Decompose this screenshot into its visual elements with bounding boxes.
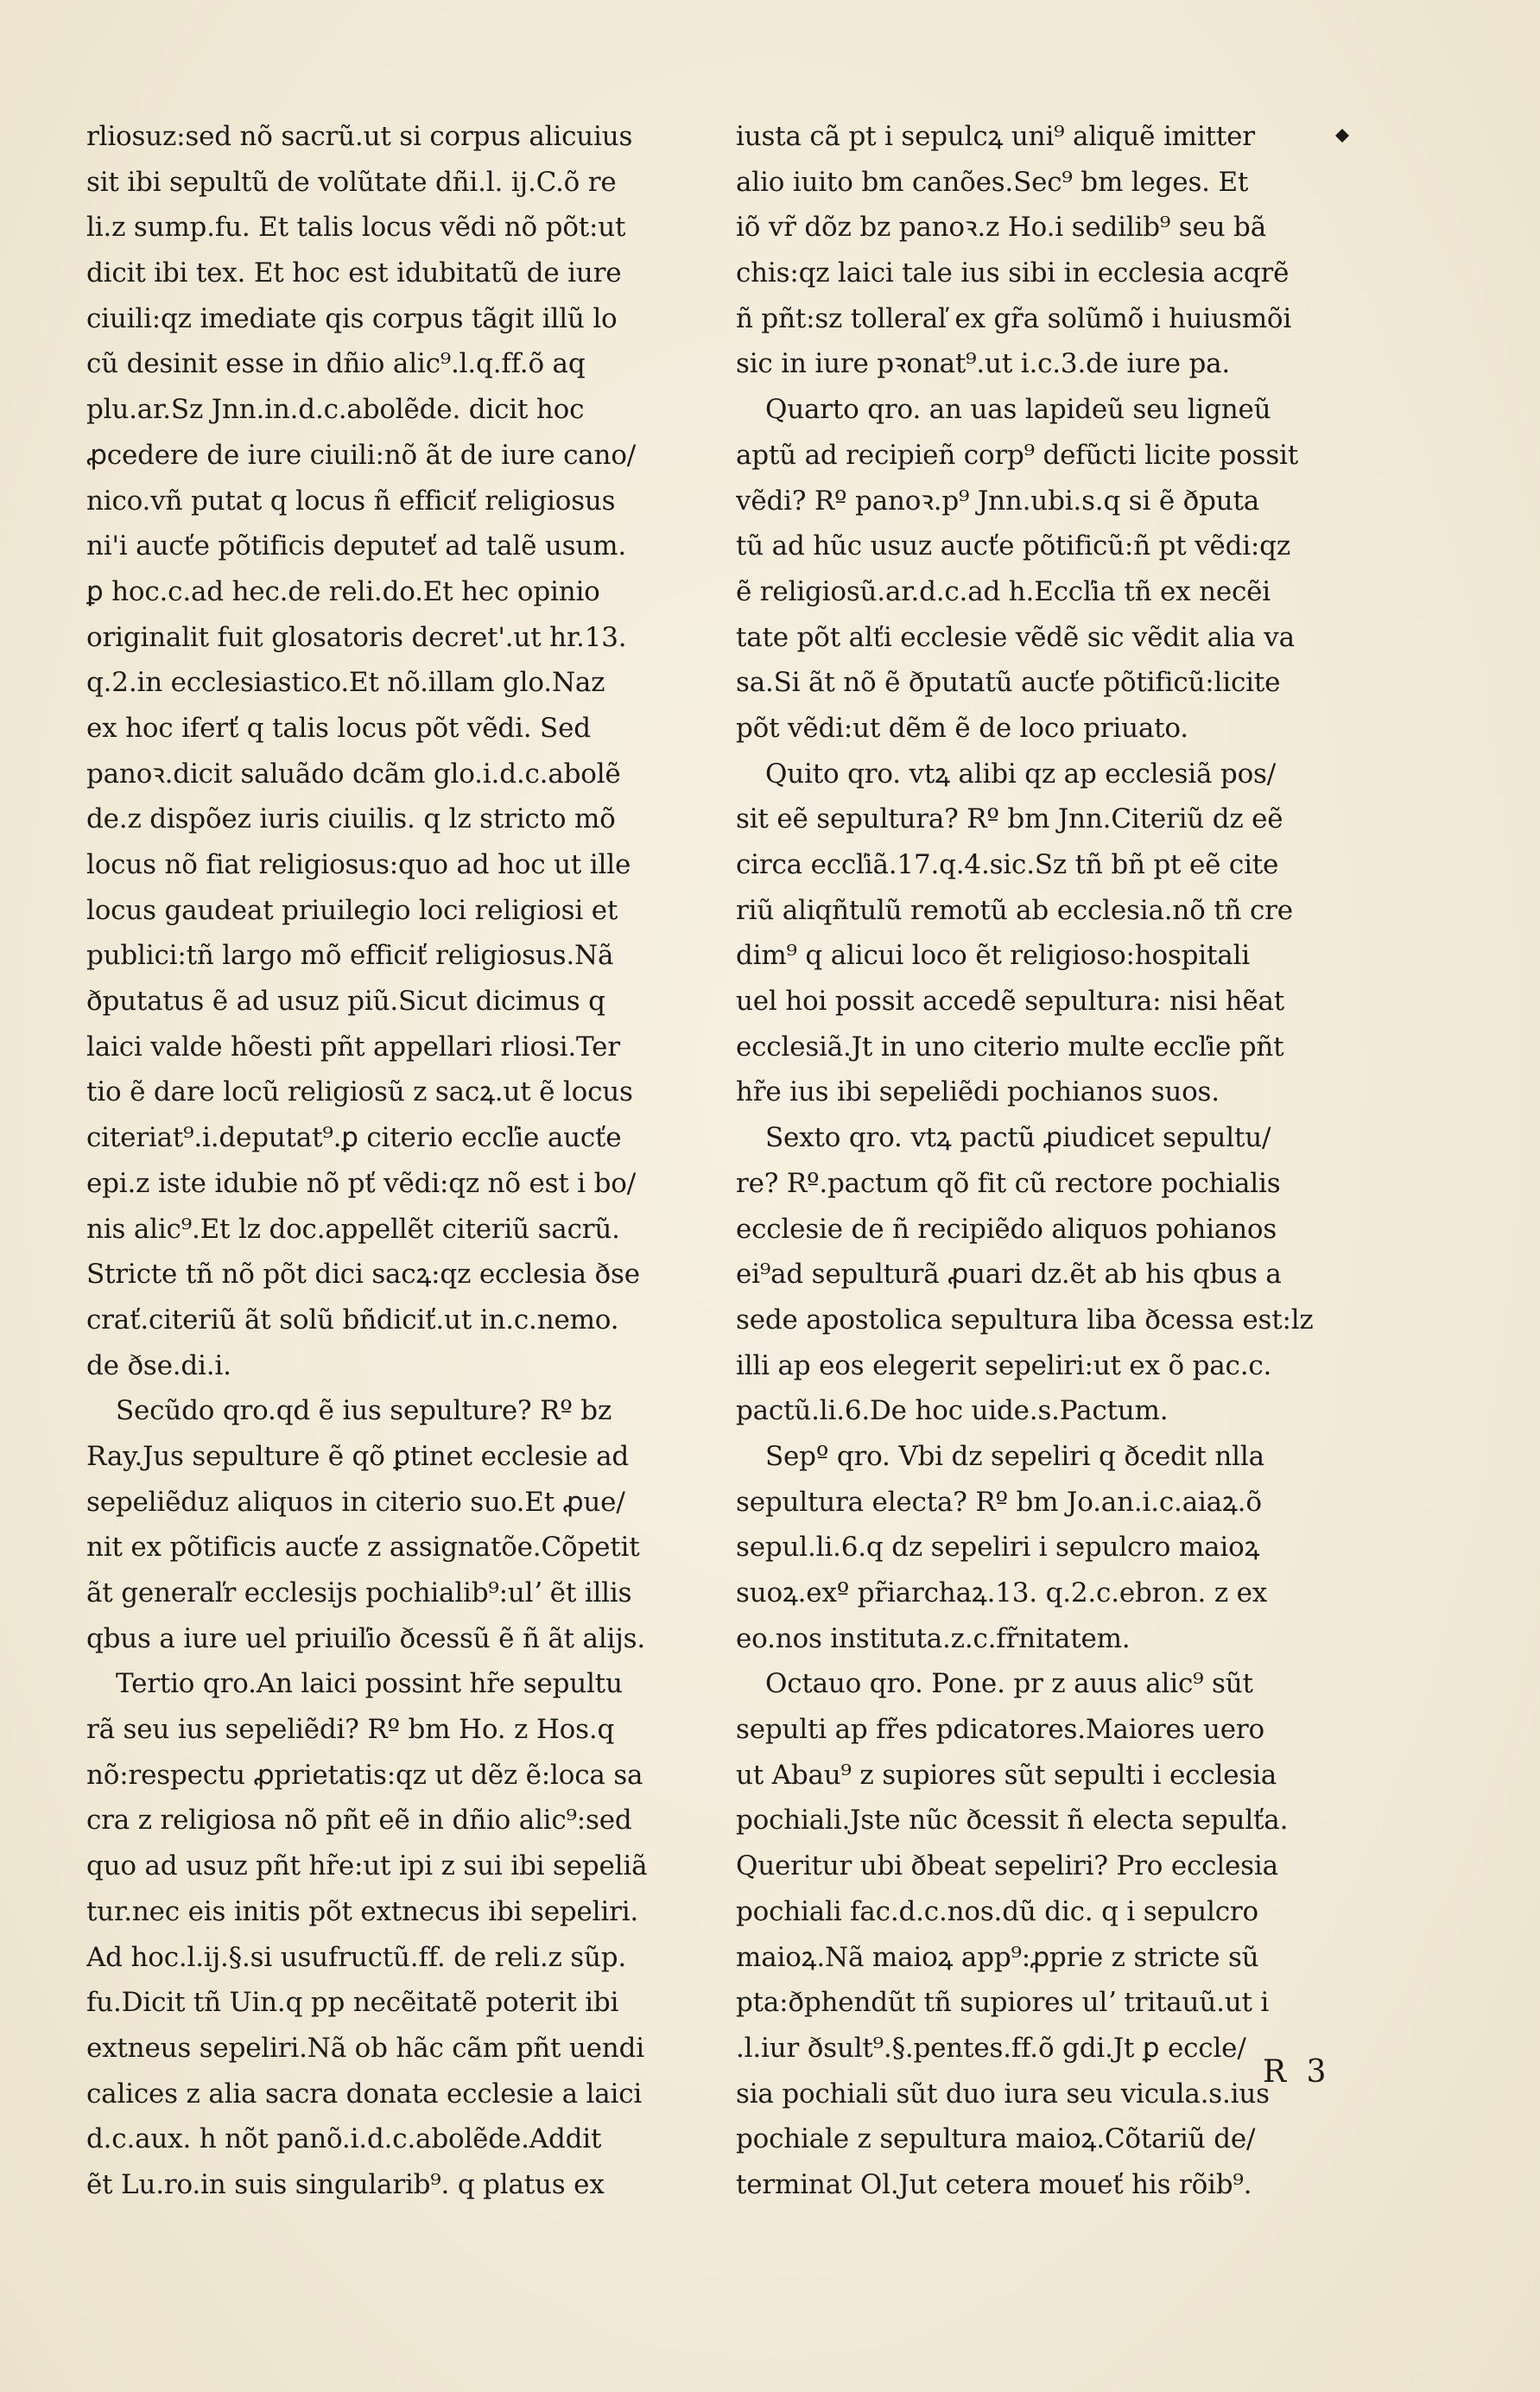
left-column-line: ni'i aucťe põtificis deputeť ad talẽ usum. <box>86 530 626 562</box>
right-column-line: pochiali.Jste nũc ðcessit ñ electa sepulťa. <box>736 1805 1289 1837</box>
right-column-line: Octauo qro. Pone. pr z auus alic⁹ sũt <box>765 1668 1253 1700</box>
right-column-line: ñ pñt:sz tolleraľ ex gr̃a solũmõ i huiusmõi <box>736 302 1292 334</box>
left-column-line: nõ:respectu ꝓprietatis:qz ut dẽz ẽ:loca sa <box>86 1759 643 1791</box>
right-column-line: maioꝝ.Nã maioꝝ app⁹:ꝓprie z stricte sũ <box>736 1941 1259 1973</box>
left-column-line: calices z alia sacra donata ecclesie a laici <box>86 2078 643 2110</box>
left-column-line: Tertio qro.An laici possint hr̃e sepultu <box>116 1668 623 1700</box>
right-column-line: Quito qro. vtꝝ alibi qz ap ecclesiã pos/ <box>765 758 1276 790</box>
left-column-line: rliosuz:sed nõ sacrũ.ut si corpus alicuius <box>86 121 633 152</box>
right-column-line: ẽ religiosũ.ar.d.c.ad h.Eccľia tñ ex necẽi <box>736 575 1271 607</box>
left-column-line: dicit ibi tex. Et hoc est idubitatũ de iure <box>86 257 622 289</box>
left-column-line: Stricte tñ nõ põt dici sacꝝ:qz ecclesia ðse <box>86 1259 640 1291</box>
right-column-line: eo.nos instituta.z.c.fr̃nitatem. <box>736 1622 1131 1654</box>
left-column-line: ẽt Lu.ro.in suis singularib⁹. q platus ex <box>86 2168 605 2200</box>
left-column-line: q.2.in ecclesiastico.Et nõ.illam glo.Naz <box>86 667 605 699</box>
left-column-line: tio ẽ dare locũ religiosũ z sacꝝ.ut ẽ locus <box>86 1076 633 1108</box>
left-column-line: quo ad usuz pñt hr̃e:ut ipi z sui ibi sepeliã <box>86 1850 648 1882</box>
manicule-mark-icon <box>1333 126 1352 145</box>
right-column-line: vẽdi? Rº panoꝛ.p⁹ Jnn.ubi.s.q si ẽ ðputa <box>736 485 1260 517</box>
right-column-line: illi ap eos elegerit sepeliri:ut ex õ pac.c. <box>736 1349 1272 1381</box>
right-column-line: hr̃e ius ibi sepeliẽdi pochianos suos. <box>736 1076 1220 1108</box>
right-column-line: tate põt alťi ecclesie vẽdẽ sic vẽdit alia va <box>736 621 1295 653</box>
left-column-line: originalit fuit glosatoris decret'.ut hr.13. <box>86 621 627 653</box>
right-column-line: .l.iur ðsult⁹.§.pentes.ff.õ gdi.Jt ꝑ eccle/ <box>736 2032 1246 2064</box>
right-column-line: sa.Si ãt nõ ẽ ðputatũ aucťe põtificũ:licite <box>736 667 1281 699</box>
left-column-line: laici valde hõesti pñt appellari rliosi.Ter <box>86 1031 620 1063</box>
right-column-line: Sepº qro. Vbi dz sepeliri q ðcedit nlla <box>765 1440 1264 1472</box>
left-text-column <box>86 114 708 2208</box>
left-column-line: crať.citeriũ ãt solũ bñdiciť.ut in.c.nemo. <box>86 1304 619 1336</box>
right-column-line: sede apostolica sepultura liba ðcessa est:lz <box>736 1304 1314 1336</box>
left-column-line: ꝓcedere de iure ciuili:nõ ãt de iure cano/ <box>86 439 637 471</box>
left-column-line: locus nõ fiat religiosus:quo ad hoc ut ille <box>86 849 631 880</box>
right-column-line: terminat Ol.Jut cetera moueť his rõib⁹. <box>736 2168 1252 2200</box>
left-column-line: ꝑ hoc.c.ad hec.de reli.do.Et hec opinio <box>86 575 600 607</box>
right-column-line: sit eẽ sepultura? Rº bm Jnn.Citeriũ dz eẽ <box>736 803 1283 835</box>
left-column-line: cũ desinit esse in dñio alic⁹.l.q.ff.õ aq <box>86 348 586 380</box>
left-column-line: nis alic⁹.Et lz doc.appellẽt citeriũ sacrũ. <box>86 1213 620 1245</box>
right-column-line: sepulti ap fr̃es pdicatores.Maiores uero <box>736 1714 1265 1746</box>
right-text-column <box>736 114 1358 2208</box>
right-column-line: põt vẽdi:ut dẽm ẽ de loco priuato. <box>736 712 1188 744</box>
left-column-line: publici:tñ largo mõ efficiť religiosus.Nã <box>86 940 614 972</box>
right-column-line: Queritur ubi ðbeat sepeliri? Pro ecclesia <box>736 1850 1278 1882</box>
right-column-line: circa eccľiã.17.q.4.sic.Sz tñ bñ pt eẽ cite <box>736 849 1279 880</box>
left-column-line: ex hoc iferť q talis locus põt vẽdi. Sed <box>86 712 591 744</box>
right-column-line: sic in iure pꝛonat⁹.ut i.c.3.de iure pa. <box>736 348 1231 380</box>
left-column-line: ðputatus ẽ ad usuz piũ.Sicut dicimus q <box>86 986 605 1018</box>
right-column-line: re? Rº.pactum qõ fit cũ rectore pochialis <box>736 1167 1281 1199</box>
right-column-line: pta:ðphendũt tñ supiores ulʼ tritauũ.ut i <box>736 1987 1270 2019</box>
left-column-line: ãt generaľr ecclesijs pochialib⁹:ulʼ ẽt illis <box>86 1577 632 1608</box>
left-column-line: sit ibi sepultũ de volũtate dñi.l. ij.C.õ re <box>86 166 617 198</box>
left-column-line: cra z religiosa nõ pñt eẽ in dñio alic⁹:sed <box>86 1805 632 1837</box>
right-column-line: iusta cã pt i sepulcꝝ uni⁹ aliquẽ imitter <box>736 121 1255 152</box>
right-column-line: Sexto qro. vtꝝ pactũ ꝓiudicet sepultu/ <box>765 1122 1271 1154</box>
left-column-line: tur.nec eis initis põt extnecus ibi sepeliri. <box>86 1895 639 1927</box>
left-column-line: de ðse.di.i. <box>86 1349 231 1381</box>
left-column-line: extneus sepeliri.Nã ob hãc cãm pñt uendi <box>86 2032 644 2064</box>
left-column-line: Ray.Jus sepulture ẽ qõ ꝑtinet ecclesie ad <box>86 1440 630 1472</box>
right-column-line: ut Abau⁹ z supiores sũt sepulti i ecclesia <box>736 1759 1277 1791</box>
left-column-line: panoꝛ.dicit saluãdo dcãm glo.i.d.c.abolẽ <box>86 758 621 790</box>
left-column-line: ciuili:qz imediate qis corpus tãgit illũ lo <box>86 302 618 334</box>
right-column-line: ecclesiã.Jt in uno citerio multe eccľie pñt <box>736 1031 1284 1063</box>
right-column-line: sepul.li.6.q dz sepeliri i sepulcro maioꝝ <box>736 1532 1260 1564</box>
left-column-line: fu.Dicit tñ Uin.q pp necẽitatẽ poterit ibi <box>86 1987 619 2019</box>
right-column-line: sepultura electa? Rº bm Jo.an.i.c.aiaꝝ.õ <box>736 1486 1262 1518</box>
right-column-line: riũ aliqñtulũ remotũ ab ecclesia.nõ tñ cre <box>736 894 1293 926</box>
right-column-line: iõ vr̃ dõz bz panoꝛ.z Ho.i sedilib⁹ seu bã <box>736 212 1266 244</box>
signature-mark: R 3 <box>1263 2054 1332 2090</box>
left-column-line: de.z dispõez iuris ciuilis. q lz stricto mõ <box>86 803 616 835</box>
right-column-line: pochiali fac.d.c.nos.dũ dic. q i sepulcro <box>736 1895 1258 1927</box>
right-column-line: alio iuito bm canões.Sec⁹ bm leges. Et <box>736 166 1249 198</box>
right-column-line: Quarto qro. an uas lapideũ seu ligneũ <box>765 394 1271 426</box>
left-column-line: nico.vñ putat q locus ñ efficiť religiosus <box>86 485 616 517</box>
left-column-line: Ad hoc.l.ij.§.si usufructũ.ff. de reli.z sũp. <box>86 1941 627 1973</box>
right-column-line: dim⁹ q alicui loco ẽt religioso:hospitali <box>736 940 1250 972</box>
left-column-line: locus gaudeat priuilegio loci religiosi et <box>86 894 618 926</box>
right-column-line: pochiale z sepultura maioꝝ.Cõtariũ de/ <box>736 2123 1256 2155</box>
right-column-line: aptũ ad recipieñ corp⁹ defũcti licite possit <box>736 439 1298 471</box>
left-column-line: sepeliẽduz aliquos in citerio suo.Et ꝓue/ <box>86 1486 625 1518</box>
right-column-line: pactũ.li.6.De hoc uide.s.Pactum. <box>736 1395 1169 1427</box>
left-column-line: d.c.aux. h nõt panõ.i.d.c.abolẽde.Addit <box>86 2123 602 2155</box>
right-column-line: suoꝝ.exº pr̃iarchaꝝ.13. q.2.c.ebron. z ex <box>736 1577 1268 1608</box>
right-column-line: ei⁹ad sepulturã ꝓuari dz.ẽt ab his qbus a <box>736 1259 1282 1291</box>
right-column-line: tũ ad hũc usuz aucťe põtificũ:ñ pt vẽdi:qz <box>736 530 1290 562</box>
left-column-line: Secũdo qro.qd ẽ ius sepulture? Rº bz <box>116 1395 612 1427</box>
left-column-line: plu.ar.Sz Jnn.in.d.c.abolẽde. dicit hoc <box>86 394 585 426</box>
left-column-line: nit ex põtificis aucťe z assignatõe.Cõpetit <box>86 1532 640 1564</box>
left-column-line: qbus a iure uel priuiľio ðcessũ ẽ ñ ãt alijs. <box>86 1622 646 1654</box>
left-column-line: rã seu ius sepeliẽdi? Rº bm Ho. z Hos.q <box>86 1714 615 1746</box>
right-column-line: sia pochiali sũt duo iura seu vicula.s.ius <box>736 2078 1270 2110</box>
right-column-line: uel hoi possit accedẽ sepultura: nisi hẽat <box>736 986 1285 1018</box>
right-column-line: chis:qz laici tale ius sibi in ecclesia acqrẽ <box>736 257 1290 289</box>
right-column-line: ecclesie de ñ recipiẽdo aliquos pohianos <box>736 1213 1277 1245</box>
left-column-line: epi.z iste idubie nõ pť vẽdi:qz nõ est i bo/ <box>86 1167 637 1199</box>
left-column-line: citeriat⁹.i.deputat⁹.ꝑ citerio eccľie aucťe <box>86 1122 622 1154</box>
left-column-line: li.z sump.fu. Et talis locus vẽdi nõ põt:ut <box>86 212 626 244</box>
